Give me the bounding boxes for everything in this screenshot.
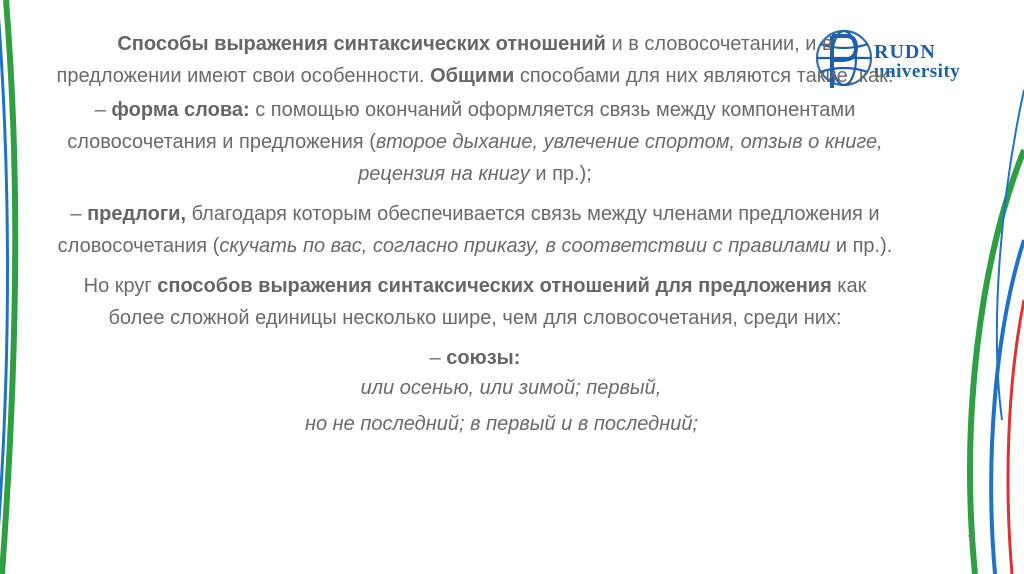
word-form-dash: – — [94, 99, 112, 121]
conjunction-example-1: или осенью, или зимой; первый, — [360, 377, 662, 399]
conjunctions-term: союзы: — [446, 347, 521, 369]
left-ribbon-decoration — [0, 0, 40, 574]
paragraph-conjunctions — [55, 342, 895, 374]
conjunction-example-2: но не последний; в первый и в последний; — [304, 413, 699, 435]
prepositions-end: и пр.). — [830, 235, 893, 257]
sentence-means-term: способов выражения синтаксических отношений для предложения — [157, 275, 832, 297]
sentence-means-start: Но круг — [83, 275, 158, 297]
prepositions-examples: скучать по вас, согласно приказу, в соответствии с правилами — [219, 235, 831, 257]
word-form-text: с помощью окончаний оформляется связь между компонентами словосочетания и предложения ( — [67, 99, 856, 153]
prepositions-dash: – — [70, 203, 88, 225]
paragraph-word-form — [55, 94, 895, 190]
logo-line2: university — [874, 61, 961, 82]
paragraph-sentence-means — [55, 270, 895, 334]
prepositions-text: благодаря которым обеспечивается связь между членами предложения и словосочетания ( — [57, 203, 880, 257]
paragraph-intro — [55, 28, 895, 92]
intro-text-2: способами для них являются такие, как: — [514, 65, 894, 87]
page-number: 7 — [967, 532, 975, 548]
prepositions-term: предлоги, — [87, 203, 187, 225]
logo-line1: RUDN — [874, 41, 936, 63]
intro-bold-2: Общими — [430, 65, 515, 87]
word-form-examples: второе дыхание, увлечение спортом, отзыв о книге, рецензия на книгу — [358, 131, 883, 185]
sentence-means-text: как более сложной единицы несколько шире, чем для словосочетания, среди них: — [108, 275, 867, 329]
word-form-term: форма слова: — [111, 99, 250, 121]
paragraph-prepositions — [55, 198, 895, 262]
conjunctions-dash: – — [429, 347, 447, 369]
slide-body — [55, 28, 895, 440]
intro-bold-1: Способы выражения синтаксических отношений — [117, 33, 606, 55]
intro-text-1: и в словосочетании, и в предложении имеют свои особенности. — [56, 33, 833, 87]
word-form-end: и пр.); — [529, 163, 592, 185]
